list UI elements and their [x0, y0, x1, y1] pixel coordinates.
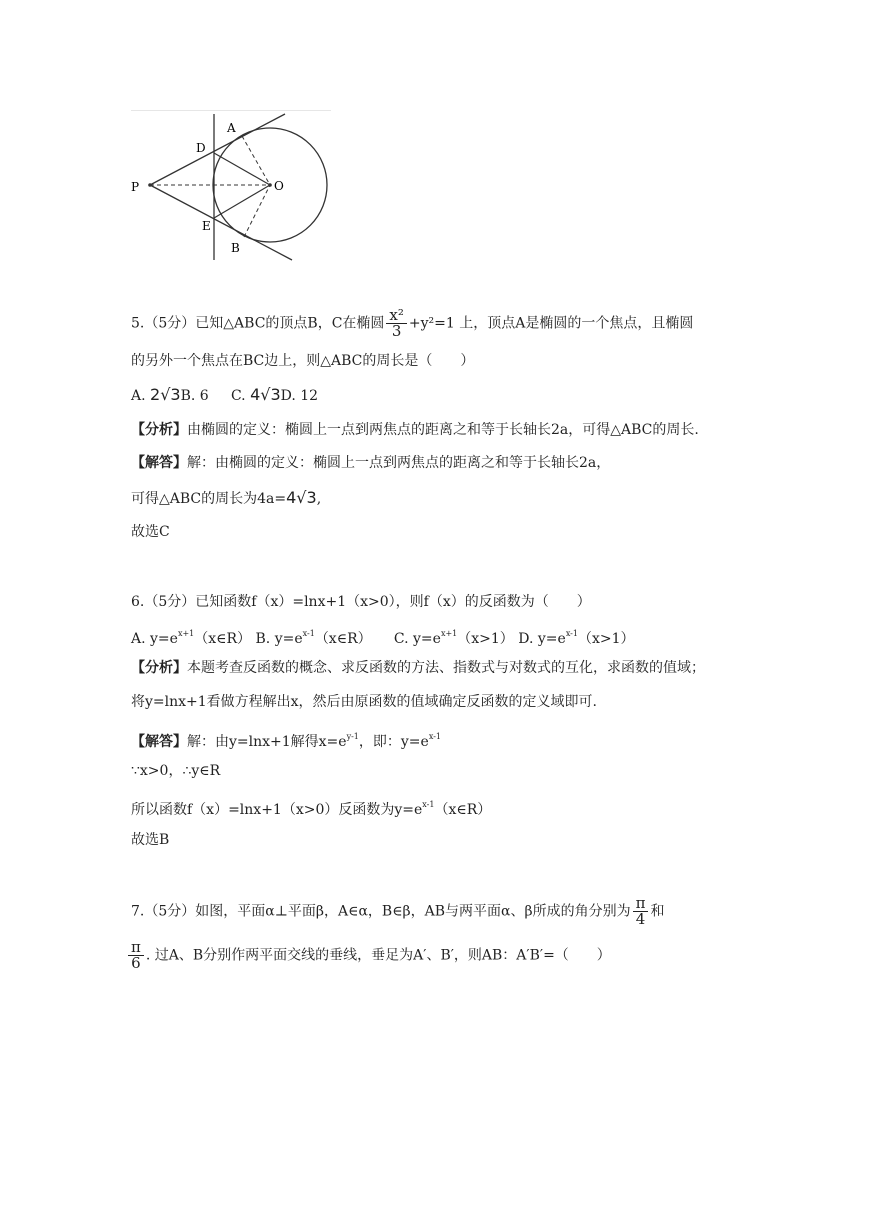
q6-analysis: 【分析】本题考查反函数的概念、求反函数的方法、指数式与对数式的互化，求函数的值域； — [131, 660, 705, 676]
tangent-line-lower — [150, 185, 292, 260]
q5-option-a-value: 2√3 — [150, 385, 181, 404]
q5-analysis: 【分析】由椭圆的定义：椭圆上一点到两焦点的距离之和等于长轴长2a，可得△ABC的周长. — [131, 422, 699, 438]
q6-answer: 故选B — [131, 832, 170, 848]
tangent-line-upper — [150, 114, 285, 185]
pi-over-6-fraction: $\frac{\pi}{6}$ — [128, 940, 144, 971]
q5-solution: 【解答】解：由椭圆的定义：椭圆上一点到两焦点的距离之和等于长轴长2a， — [131, 455, 611, 471]
geometry-figure — [125, 112, 335, 272]
label-B: B — [231, 241, 240, 255]
q7-line1: 7.（5分）如图，平面α⊥平面β，A∈α，B∈β，AB与两平面α、β所成的角分别为 $\frac{\pi}{4}$ 和 — [131, 894, 665, 928]
q6-solution: 【解答】解：由y=lnx+1解得$x=e^{y-1}$，即：$y=e^{x-1}$ — [131, 732, 441, 750]
label-A: A — [227, 121, 236, 135]
point-P — [148, 183, 152, 187]
pi-over-4-fraction: $\frac{\pi}{4}$ — [633, 896, 649, 927]
label-E: E — [202, 219, 211, 233]
label-O: O — [274, 179, 284, 193]
q6-options: A. $y=e^{x+1}(x\in R)$ B. $y=e^{x-1}(x\in R)$ C. $y=e^{x+1}(x>1)$ D. $y=e^{x-1}(x>1)$ — [131, 629, 635, 647]
q6-stem: 6.（5分）已知函数f（x）=lnx+1（x>0），则f（x）的反函数为（ ） — [131, 594, 591, 610]
line-D-O — [214, 153, 270, 185]
q5-line1: 5.（5分）已知△ABC的顶点B，C在椭圆 $\frac{\text{x²}}{3}$ +y²=1 上，顶点A是椭圆的一个焦点，且椭圆 — [131, 306, 694, 340]
ellipse-fraction: $\frac{\text{x²}}{3}$ — [386, 308, 406, 339]
point-O — [268, 183, 272, 187]
label-D: D — [196, 141, 206, 155]
q6-analysis-line2: 将y=lnx+1看做方程解出x，然后由原函数的值域确定反函数的定义域即可. — [131, 694, 598, 710]
q7-line2: $\frac{\pi}{6}$ . 过A、B分别作两平面交线的垂线，垂足为A′、B′，则AB：A′B′=（ ） — [126, 940, 611, 971]
q5-line2: 的另外一个焦点在BC边上，则△ABC的周长是（ ） — [131, 353, 475, 369]
figure-top-rule — [131, 110, 331, 111]
q6-since-line: ∵x>0，∴y∈R — [131, 763, 221, 779]
q6-conclusion: 所以函数f（x）=lnx+1（x>0）反函数为$y=e^{x-1}(x\in R)$ — [131, 800, 492, 818]
line-E-O — [214, 185, 270, 218]
q5-options: A. 2√3B. 6 C. 4√3D. 12 — [131, 385, 319, 404]
q5-solution-line2: 可得△ABC的周长为4a=4√3, — [131, 488, 322, 507]
q5-answer: 故选C — [131, 524, 170, 540]
q5-option-c-value: 4√3 — [250, 385, 281, 404]
label-P: P — [131, 180, 140, 194]
